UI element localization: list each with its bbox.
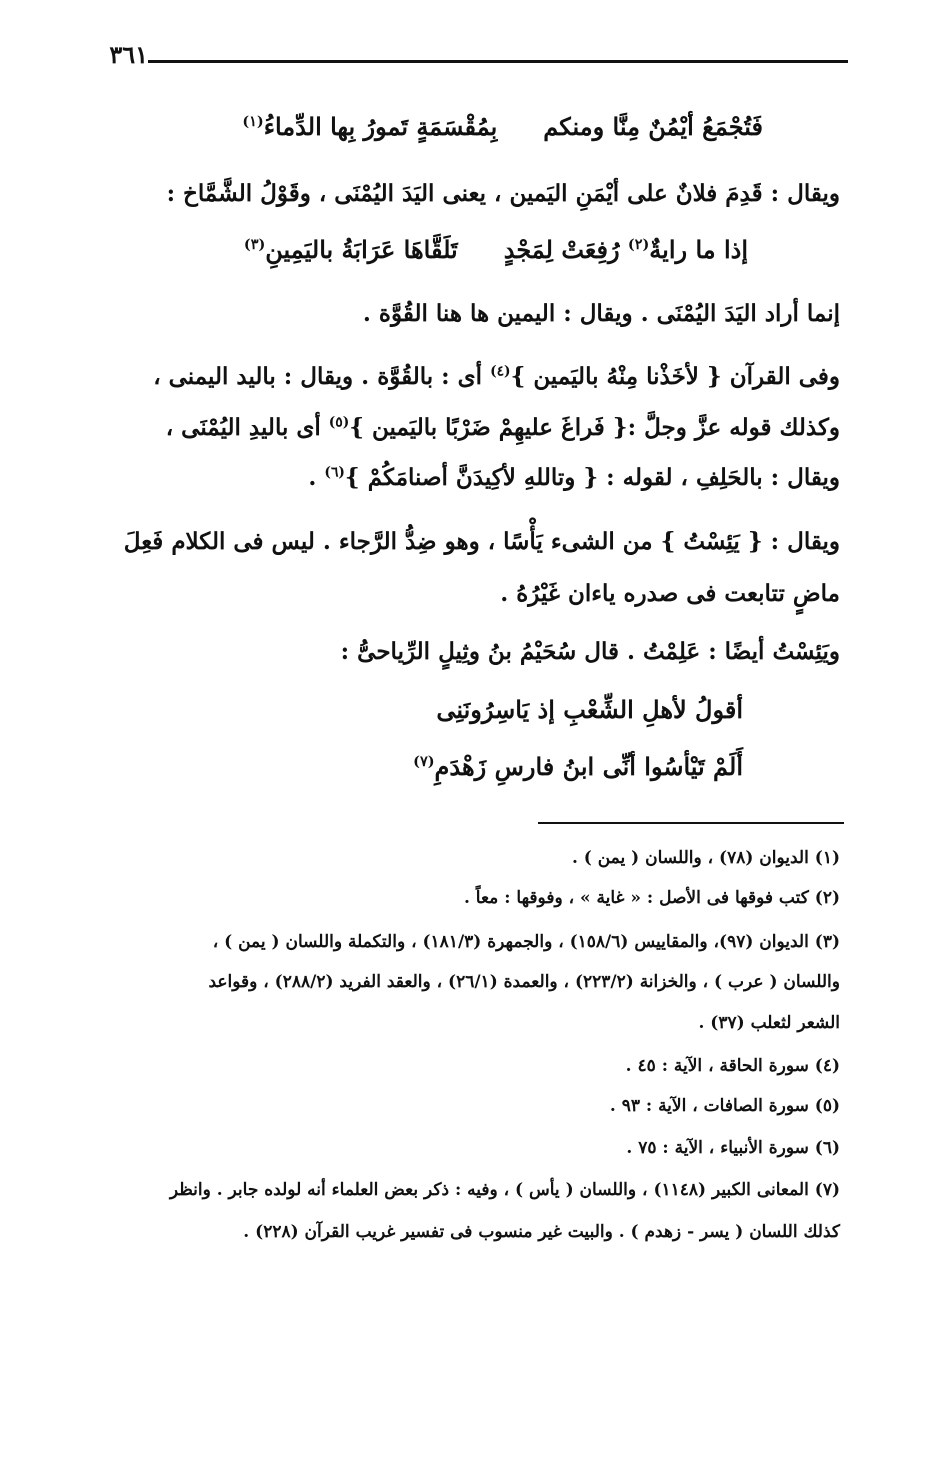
- footnote-ref-4: (٤): [490, 363, 511, 380]
- footnote-7-cont: كذلك اللسان ( يسر - زهدم ) . والبيت غير منسوب فى تفسير غريب القرآن (٢٢٨) .: [243, 1222, 840, 1242]
- para-3-line-2: ماضٍ تتابعت فى صدره ياءان غَيْرُهُ .: [500, 580, 840, 607]
- footnote-ref-5: (٥): [328, 414, 350, 431]
- footnote-5: (٥) سورة الصافات ، الآية : ٩٣ .: [609, 1096, 840, 1116]
- verse-1-second-half: بِمُقْسَمَةٍ تَمورُ بِها الدِّماءُ: [263, 112, 498, 141]
- text-line-suhaym: ويَئِسْتُ أيضًا : عَلِمْتُ . قال سُحَيْمُ بنُ وثِيلٍ الرِّياحىُّ :: [340, 638, 840, 665]
- verse-1-first-half: فَتُجْمَعُ أيْمُنٌ مِنَّا ومنكم: [543, 112, 763, 141]
- text-line-yumna: إنما أراد اليَدَ اليُمْنَى . ويقال : اليمين ها هنا القُوَّة .: [362, 300, 840, 327]
- footnote-rule: [538, 822, 844, 824]
- verse-2-second-half: تَلَقَّاهَا عَرَابَةُ باليَمِينِ: [265, 235, 458, 264]
- para-2-line-2: [166, 414, 840, 441]
- verse-3-second-text: أَلَمْ تَيْأسُوا أنِّى ابنُ فارسِ زَهْدَمِ: [434, 752, 743, 781]
- footnote-ref-7: (٧): [413, 753, 435, 770]
- quran-quote-4: وفى القرآن { لأخَذْنا مِنْهُ باليَمين }: [510, 363, 840, 390]
- verse-1: [242, 112, 763, 141]
- header-rule: [148, 60, 848, 63]
- verse-3-second: [413, 752, 743, 781]
- para-2-line-3-rest: .: [308, 464, 325, 491]
- verse-2: [244, 235, 748, 264]
- quran-quote-5: وكذلك قوله عزَّ وجلَّ :{ فَراغَ عليهِمْ ضَرْبًا باليَمين }: [349, 414, 840, 441]
- footnote-ref-6: (٦): [324, 464, 345, 481]
- footnote-4: (٤) سورة الحاقة ، الآية : ٤٥ .: [625, 1056, 840, 1076]
- verse-2-first-half: إذا ما رايةٌ: [649, 235, 748, 264]
- para-3-line-1: ويقال : { يَئِسْتُ } من الشىء يَأْسًا ، وهو ضِدُّ الرَّجاء . ليس فى الكلام فَعِلَ: [123, 528, 840, 555]
- para-2-line-1-rest: أى : بالقُوَّة . ويقال : باليد اليمنى ،: [153, 363, 491, 390]
- footnote-3: (٣) الديوان (٩٧)، والمقاييس (١٥٨/٦) ، والجمهرة (١٨١/٣) ، والتكملة واللسان ( يمن ) ،: [212, 932, 840, 952]
- verse-2-first-half-end: رُفِعَتْ لِمَجْدٍ: [503, 235, 620, 264]
- page-number: ٣٦١: [109, 40, 148, 69]
- footnote-ref-3: (٣): [243, 236, 266, 253]
- footnote-3-cont-1: واللسان ( عرب ) ، والخزانة (٢٢٣/٢) ، والعمدة (٢٦/١) ، والعقد الفريد (٢٨٨/٢) ، وقواعد: [208, 972, 840, 992]
- quran-quote-6: ويقال : بالحَلِفِ ، لقوله : { وتاللهِ لأكِيدَنَّ أصنامَكُمْ }: [344, 464, 840, 491]
- para-2-line-1: [153, 363, 840, 390]
- text-line-shammakh: ويقال : قَدِمَ فلانٌ على أيْمَنِ اليَمين ، يعنى اليَدَ اليُمْنَى ، وقَوْلُ الشَّمَّاخ :: [166, 180, 840, 207]
- para-2-line-3: [308, 464, 840, 491]
- footnote-6: (٦) سورة الأنبياء ، الآية : ٧٥ .: [626, 1138, 840, 1158]
- footnote-3-cont-2: الشعر لثعلب (٣٧) .: [698, 1013, 840, 1033]
- footnote-7: (٧) المعانى الكبير (١١٤٨) ، واللسان ( يأس ) ، وفيه : ذكر بعض العلماء أنه لولده جابر . وانظر: [169, 1180, 840, 1200]
- verse-3-first: أقولُ لأهلِ الشِّعْبِ إذ يَاسِرُونَنِى: [436, 695, 743, 724]
- footnote-ref-2: (٢): [627, 236, 650, 253]
- footnote-1: (١) الديوان (٧٨) ، واللسان ( يمن ) .: [571, 848, 840, 868]
- footnote-ref-1: (١): [242, 113, 264, 130]
- para-2-line-2-rest: أى باليدِ اليُمْنَى ،: [165, 414, 329, 441]
- footnote-2: (٢) كتب فوقها فى الأصل : « غاية » ، وفوقها : معاً .: [463, 888, 840, 908]
